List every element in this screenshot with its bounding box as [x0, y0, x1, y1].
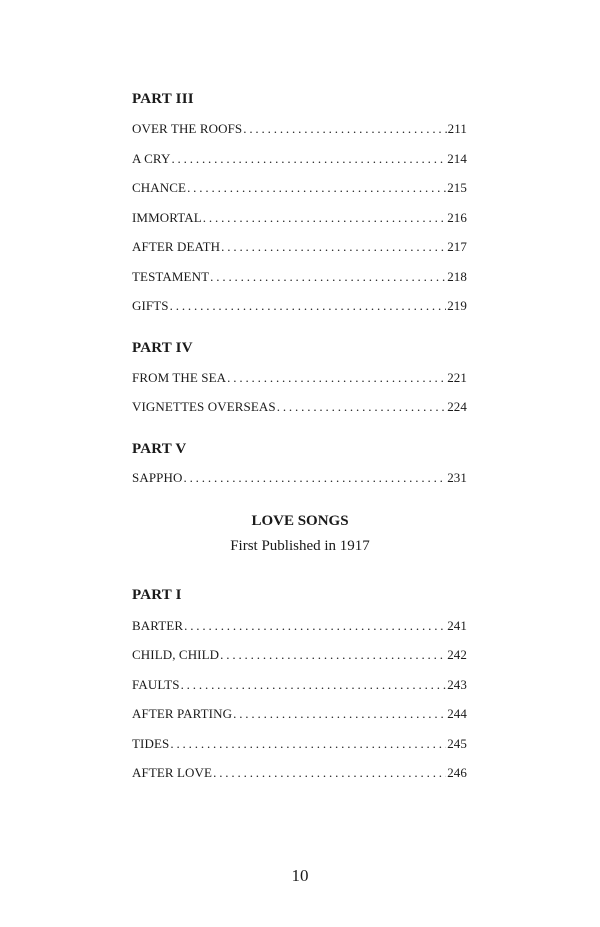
toc-entry-title: FROM THE SEA	[132, 370, 227, 385]
dot-leader	[227, 370, 446, 386]
dot-leader	[187, 180, 446, 196]
toc-entry-title: VIGNETTES OVERSEAS	[132, 399, 276, 414]
toc-entry-page: 246	[447, 765, 467, 780]
toc-entry-page: 211	[447, 121, 467, 136]
dot-leader	[277, 399, 446, 415]
toc-entry-page: 217	[447, 239, 467, 254]
dot-leader	[243, 121, 446, 137]
toc-entry	[132, 180, 467, 198]
dot-leader	[221, 239, 446, 255]
dot-leader	[171, 151, 446, 167]
toc-entry	[132, 210, 467, 228]
dot-leader	[183, 470, 446, 486]
toc-entry	[132, 470, 467, 488]
toc-entry	[132, 765, 467, 783]
toc-entry	[132, 151, 467, 169]
part-heading: PART I	[132, 587, 182, 603]
toc-entry-page: 216	[447, 210, 467, 225]
toc-entry-title: IMMORTAL	[132, 210, 202, 225]
dot-leader	[233, 706, 446, 722]
part-heading: PART V	[132, 441, 187, 457]
dot-leader	[184, 618, 446, 634]
toc-entry-page: 224	[447, 399, 467, 414]
toc-entry	[132, 269, 467, 287]
toc-entry-title: BARTER	[132, 618, 184, 633]
toc-entry-page: 245	[447, 736, 467, 751]
toc-entry-page: 214	[447, 151, 467, 166]
toc-entry-page: 242	[447, 647, 467, 662]
toc-entry-title: AFTER LOVE	[132, 765, 213, 780]
toc-entry-page: 244	[447, 706, 467, 721]
toc-entry-title: TIDES	[132, 736, 170, 751]
section-title: LOVE SONGS	[251, 513, 349, 529]
toc-entry	[132, 706, 467, 724]
toc-entry-page: 215	[447, 180, 467, 195]
toc-entry	[132, 618, 467, 636]
toc-entry-title: AFTER PARTING	[132, 706, 233, 721]
dot-leader	[203, 210, 446, 226]
section-subtitle: First Published in 1917	[230, 538, 370, 554]
toc-entry-page: 231	[447, 470, 467, 485]
toc-entry	[132, 239, 467, 257]
toc-entry-title: A CRY	[132, 151, 171, 166]
toc-entry-title: SAPPHO	[132, 470, 183, 485]
toc-entry	[132, 399, 467, 417]
toc-entry-page: 218	[447, 269, 467, 284]
toc-entry	[132, 736, 467, 754]
toc-entry	[132, 121, 467, 139]
toc-entry-page: 221	[447, 370, 467, 385]
toc-entry	[132, 677, 467, 695]
dot-leader	[213, 765, 446, 781]
toc-entry-title: FAULTS	[132, 677, 180, 692]
toc-entry	[132, 370, 467, 388]
toc-entry-title: TESTAMENT	[132, 269, 210, 284]
toc-entry-title: CHANCE	[132, 180, 187, 195]
dot-leader	[170, 736, 446, 752]
toc-entry-title: AFTER DEATH	[132, 239, 221, 254]
toc-entry-page: 243	[447, 677, 467, 692]
toc-entry	[132, 298, 467, 316]
dot-leader	[220, 647, 446, 663]
part-heading: PART III	[132, 91, 194, 107]
page-number: 10	[291, 866, 309, 885]
dot-leader	[181, 677, 447, 693]
dot-leader	[210, 269, 446, 285]
toc-entry-page: 219	[447, 298, 467, 313]
toc-entry	[132, 647, 467, 665]
part-heading: PART IV	[132, 340, 193, 356]
toc-entry-title: GIFTS	[132, 298, 169, 313]
dot-leader	[170, 298, 447, 314]
toc-entry-title: CHILD, CHILD	[132, 647, 220, 662]
toc-entry-title: OVER THE ROOFS	[132, 121, 243, 136]
toc-entry-page: 241	[447, 618, 467, 633]
